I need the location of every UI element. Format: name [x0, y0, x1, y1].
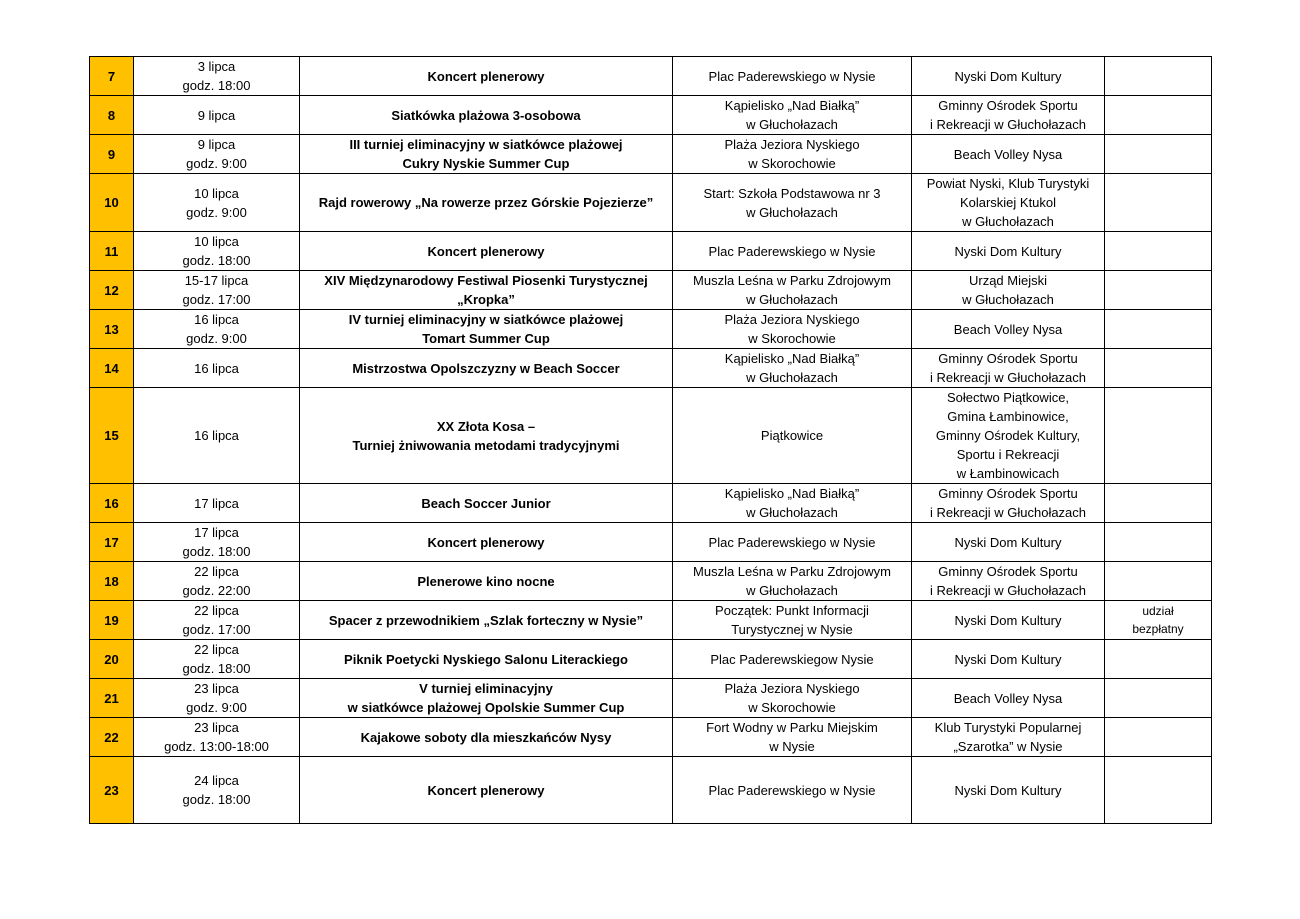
event-date: 22 lipca godz. 18:00: [134, 640, 300, 679]
table-row: [90, 757, 1212, 824]
event-title: III turniej eliminacyjny w siatkówce plażowej Cukry Nyskie Summer Cup: [300, 135, 673, 174]
event-title: Rajd rowerowy „Na rowerze przez Górskie Pojezierze”: [300, 174, 673, 232]
event-organizer: Gminny Ośrodek Sportu i Rekreacji w Głuchołazach: [912, 349, 1105, 388]
table-row: [90, 562, 1212, 601]
event-note: udział bezpłatny: [1105, 601, 1212, 640]
event-title: Mistrzostwa Opolszczyzny w Beach Soccer: [300, 349, 673, 388]
event-note: [1105, 349, 1212, 388]
event-date: 15-17 lipca godz. 17:00: [134, 271, 300, 310]
event-title: Koncert plenerowy: [300, 232, 673, 271]
event-date: 22 lipca godz. 17:00: [134, 601, 300, 640]
event-note: [1105, 484, 1212, 523]
table-row: [90, 310, 1212, 349]
event-date: 10 lipca godz. 18:00: [134, 232, 300, 271]
event-note: [1105, 96, 1212, 135]
table-row: [90, 523, 1212, 562]
event-title: Koncert plenerowy: [300, 523, 673, 562]
event-organizer: Nyski Dom Kultury: [912, 57, 1105, 96]
row-number: 13: [90, 310, 134, 349]
event-date: 9 lipca: [134, 96, 300, 135]
event-title: XX Złota Kosa – Turniej żniwowania metodami tradycyjnymi: [300, 388, 673, 484]
table-row: [90, 135, 1212, 174]
event-title: Plenerowe kino nocne: [300, 562, 673, 601]
event-date: 23 lipca godz. 13:00-18:00: [134, 718, 300, 757]
event-organizer: Sołectwo Piątkowice, Gmina Łambinowice, Gminny Ośrodek Kultury, Sportu i Rekreacji w Łambinowicach: [912, 388, 1105, 484]
event-title: Koncert plenerowy: [300, 57, 673, 96]
table-row: [90, 57, 1212, 96]
event-title: Beach Soccer Junior: [300, 484, 673, 523]
event-title: Piknik Poetycki Nyskiego Salonu Literackiego: [300, 640, 673, 679]
event-note: [1105, 562, 1212, 601]
event-note: [1105, 679, 1212, 718]
table-row: [90, 601, 1212, 640]
event-organizer: Nyski Dom Kultury: [912, 640, 1105, 679]
event-title: Koncert plenerowy: [300, 757, 673, 824]
row-number: 8: [90, 96, 134, 135]
table-row: [90, 349, 1212, 388]
event-place: Plac Paderewskiego w Nysie: [673, 523, 912, 562]
event-date: 9 lipca godz. 9:00: [134, 135, 300, 174]
row-number: 17: [90, 523, 134, 562]
row-number: 18: [90, 562, 134, 601]
row-number: 12: [90, 271, 134, 310]
event-note: [1105, 640, 1212, 679]
event-note: [1105, 757, 1212, 824]
event-date: 17 lipca: [134, 484, 300, 523]
event-title: Siatkówka plażowa 3-osobowa: [300, 96, 673, 135]
event-place: Plac Paderewskiego w Nysie: [673, 232, 912, 271]
event-place: Kąpielisko „Nad Białką” w Głuchołazach: [673, 96, 912, 135]
row-number: 16: [90, 484, 134, 523]
event-date: 23 lipca godz. 9:00: [134, 679, 300, 718]
table-row: [90, 640, 1212, 679]
event-date: 17 lipca godz. 18:00: [134, 523, 300, 562]
event-organizer: Nyski Dom Kultury: [912, 601, 1105, 640]
row-number: 23: [90, 757, 134, 824]
row-number: 14: [90, 349, 134, 388]
table-row: [90, 718, 1212, 757]
events-table-body: [90, 57, 1212, 824]
event-date: 16 lipca: [134, 388, 300, 484]
event-place: Start: Szkoła Podstawowa nr 3 w Głuchołazach: [673, 174, 912, 232]
event-organizer: Gminny Ośrodek Sportu i Rekreacji w Głuchołazach: [912, 562, 1105, 601]
table-row: [90, 174, 1212, 232]
table-row: [90, 232, 1212, 271]
event-organizer: Powiat Nyski, Klub Turystyki Kolarskiej Ktukol w Głuchołazach: [912, 174, 1105, 232]
event-date: 3 lipca godz. 18:00: [134, 57, 300, 96]
event-organizer: Gminny Ośrodek Sportu i Rekreacji w Głuchołazach: [912, 484, 1105, 523]
event-place: Fort Wodny w Parku Miejskim w Nysie: [673, 718, 912, 757]
event-organizer: Nyski Dom Kultury: [912, 757, 1105, 824]
event-title: V turniej eliminacyjny w siatkówce plażowej Opolskie Summer Cup: [300, 679, 673, 718]
event-title: Spacer z przewodnikiem „Szlak forteczny w Nysie”: [300, 601, 673, 640]
row-number: 11: [90, 232, 134, 271]
event-date: 16 lipca godz. 9:00: [134, 310, 300, 349]
event-place: Plaża Jeziora Nyskiego w Skorochowie: [673, 310, 912, 349]
table-row: [90, 388, 1212, 484]
event-note: [1105, 310, 1212, 349]
table-row: [90, 484, 1212, 523]
event-place: Muszla Leśna w Parku Zdrojowym w Głuchołazach: [673, 271, 912, 310]
event-note: [1105, 232, 1212, 271]
event-note: [1105, 174, 1212, 232]
event-date: 24 lipca godz. 18:00: [134, 757, 300, 824]
event-organizer: Klub Turystyki Popularnej „Szarotka” w Nysie: [912, 718, 1105, 757]
row-number: 20: [90, 640, 134, 679]
event-organizer: Beach Volley Nysa: [912, 310, 1105, 349]
table-row: [90, 679, 1212, 718]
event-note: [1105, 523, 1212, 562]
row-number: 7: [90, 57, 134, 96]
event-place: Plac Paderewskiegow Nysie: [673, 640, 912, 679]
event-title: Kajakowe soboty dla mieszkańców Nysy: [300, 718, 673, 757]
row-number: 10: [90, 174, 134, 232]
event-place: Plaża Jeziora Nyskiego w Skorochowie: [673, 135, 912, 174]
row-number: 22: [90, 718, 134, 757]
event-note: [1105, 718, 1212, 757]
event-title: IV turniej eliminacyjny w siatkówce plażowej Tomart Summer Cup: [300, 310, 673, 349]
event-place: Plac Paderewskiego w Nysie: [673, 757, 912, 824]
event-note: [1105, 135, 1212, 174]
event-title: XIV Międzynarodowy Festiwal Piosenki Turystycznej „Kropka”: [300, 271, 673, 310]
row-number: 15: [90, 388, 134, 484]
event-note: [1105, 271, 1212, 310]
event-place: Kąpielisko „Nad Białką” w Głuchołazach: [673, 484, 912, 523]
event-date: 22 lipca godz. 22:00: [134, 562, 300, 601]
event-organizer: Gminny Ośrodek Sportu i Rekreacji w Głuchołazach: [912, 96, 1105, 135]
event-place: Kąpielisko „Nad Białką” w Głuchołazach: [673, 349, 912, 388]
event-place: Początek: Punkt Informacji Turystycznej w Nysie: [673, 601, 912, 640]
table-row: [90, 96, 1212, 135]
event-organizer: Beach Volley Nysa: [912, 135, 1105, 174]
table-row: [90, 271, 1212, 310]
row-number: 9: [90, 135, 134, 174]
event-organizer: Nyski Dom Kultury: [912, 523, 1105, 562]
event-date: 10 lipca godz. 9:00: [134, 174, 300, 232]
row-number: 19: [90, 601, 134, 640]
event-place: Plac Paderewskiego w Nysie: [673, 57, 912, 96]
event-organizer: Nyski Dom Kultury: [912, 232, 1105, 271]
event-place: Piątkowice: [673, 388, 912, 484]
event-place: Muszla Leśna w Parku Zdrojowym w Głuchołazach: [673, 562, 912, 601]
event-date: 16 lipca: [134, 349, 300, 388]
events-table: [89, 56, 1212, 824]
event-place: Plaża Jeziora Nyskiego w Skorochowie: [673, 679, 912, 718]
event-organizer: Urząd Miejski w Głuchołazach: [912, 271, 1105, 310]
event-note: [1105, 57, 1212, 96]
event-organizer: Beach Volley Nysa: [912, 679, 1105, 718]
event-note: [1105, 388, 1212, 484]
row-number: 21: [90, 679, 134, 718]
